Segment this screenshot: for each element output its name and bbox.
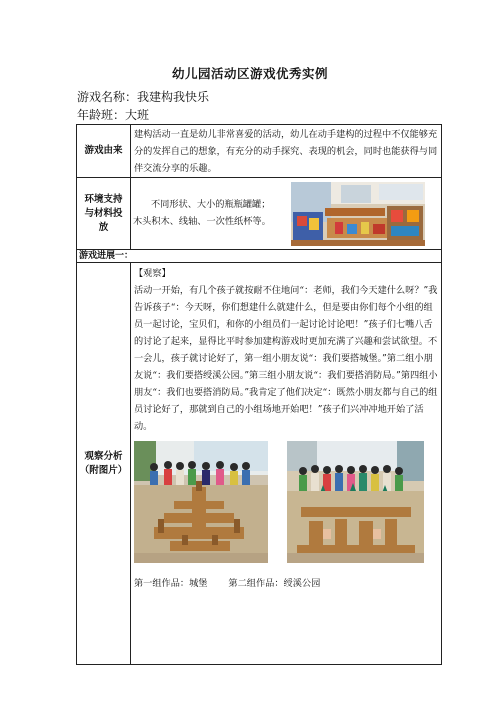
game-name-label: 游戏名称： — [77, 90, 138, 104]
observation-label-line1: 观察分析 — [84, 450, 123, 462]
observation-text: 活动一开始，有几个孩子就按耐不住地问“：老师，我们今天建什么呀？”我告诉孩子“：今天呀，你们想建什么就建什么，但是要由你们每个小组的组员一起讨论，宝贝们，和你的小组员们一起讨论讨论吧！”孩子们七嘴八舌的讨论了起来，显得比平时参加建构游戏时更加充满了兴趣和尝试欲望。不一会儿，孩子就讨论好了，第一组小朋友说“：我们要搭城堡。”第二组小朋友说“：我们要搭绶溪公园。”第三组小朋友说“：我们要搭消防局。”第四组小朋友“：我们也要搭消防局。”我肯定了他们决定“：既然小朋友都与自己的组员讨论好了，那就到自己的小组场地开始吧！”孩子们兴冲冲地开始了活动。 — [134, 285, 438, 432]
observation-heading: 【观察】 — [134, 268, 171, 279]
environment-text — [133, 196, 291, 230]
caption-group2: 第二组作品：绶溪公园 — [228, 578, 321, 589]
document-title: 幼儿园活动区游戏优秀实例 — [171, 66, 328, 81]
environment-row — [77, 178, 442, 250]
activity-table — [76, 124, 442, 665]
age-class-value: 大班 — [125, 108, 150, 122]
classroom-materials-photo — [291, 182, 425, 246]
environment-cell — [131, 178, 442, 250]
progress-label: 游戏进展一： — [77, 250, 442, 263]
caption-group1: 第一组作品：城堡 — [134, 578, 208, 589]
origin-row — [77, 125, 442, 178]
environment-text-line2: 木头积木、线轴、一次性纸杯等。 — [133, 216, 271, 227]
age-class-line — [77, 106, 149, 123]
observation-label — [77, 263, 131, 665]
environment-label-line2: 与材料投 — [84, 207, 123, 219]
park-work-photo — [287, 441, 424, 563]
observation-label-line2: （附图片） — [79, 464, 128, 476]
environment-text-line1: 不同形状、大小的瓶瓶罐罐； — [151, 199, 271, 210]
game-name-value: 我建构我快乐 — [137, 90, 210, 104]
environment-label-line3: 放 — [98, 221, 109, 233]
progress-row — [77, 250, 442, 263]
origin-text: 建构活动一直是幼儿非常喜爱的活动，幼儿在动手建构的过程中不仅能够充分的发挥自己的想象，有充分的动手探究、表现的机会，同时也能获得与同伴交流分享的乐趣。 — [131, 125, 442, 178]
age-class-label: 年龄班： — [77, 108, 126, 122]
observation-cell — [131, 263, 442, 665]
environment-label — [77, 178, 131, 250]
photo-captions — [134, 575, 438, 592]
game-name-line — [77, 88, 209, 105]
environment-label-line1: 环境支持 — [84, 193, 123, 205]
castle-work-photo — [134, 441, 268, 563]
photo-row — [134, 441, 438, 567]
origin-label: 游戏由来 — [77, 125, 131, 178]
observation-row — [77, 263, 442, 665]
